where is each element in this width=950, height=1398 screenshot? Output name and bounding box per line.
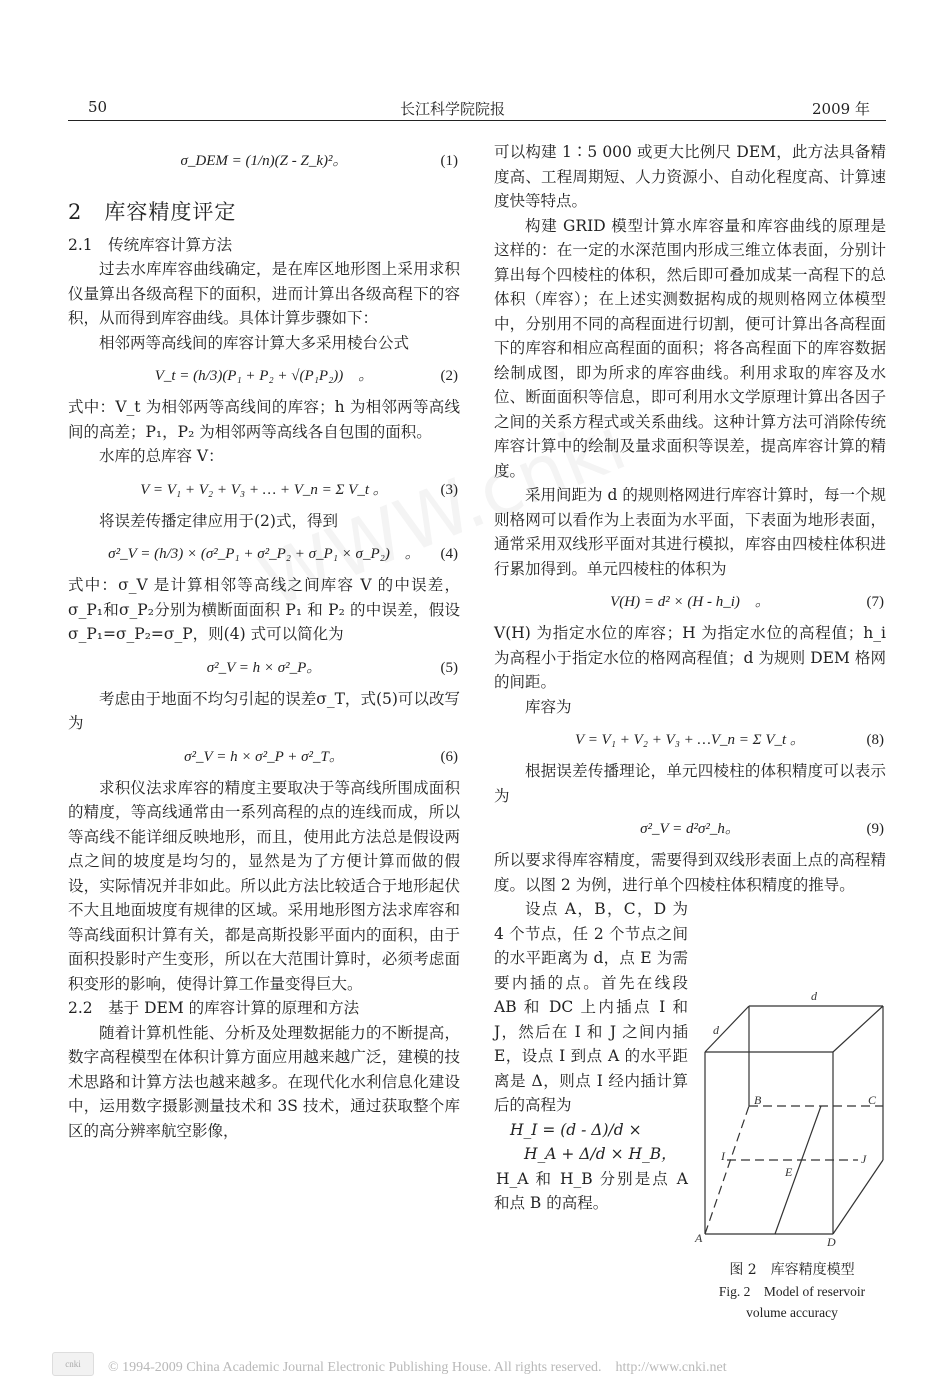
section-2-1-title: 2.1 传统库容计算方法	[68, 235, 233, 254]
section-2-title: 2 库容精度评定	[68, 200, 237, 224]
line-E	[775, 1106, 821, 1234]
equation-7: V(H) = d² × (H - h_i) 。 (7)	[610, 594, 884, 610]
label-A: A	[695, 1231, 703, 1245]
header-rule	[68, 120, 886, 121]
journal-title: 长江科学院院报	[400, 100, 506, 118]
paragraph: 可以构建 1∶5 000 或更大比例尺 DEM，此方法具备精度高、工程周期短、人力资源小、自动化程度高、计算速度快等特点。	[494, 143, 886, 210]
label-D: D	[827, 1235, 836, 1248]
figure-2-prism-model	[693, 988, 891, 1248]
equation-10-line1: H_I = (d - Δ)/d ×	[510, 1120, 642, 1139]
paragraph: V(H) 为指定水位的库容；H 为指定水位的高程值；h_i 为高程小于指定水位的格网高程值；d 为规则 DEM 格网的间距。	[494, 624, 886, 691]
label-C: C	[868, 1093, 877, 1107]
paragraph: 将误差传播定律应用于(2)式，得到	[99, 511, 338, 530]
figure-caption	[693, 1260, 891, 1323]
paragraph: 随着计算机性能、分析及处理数据能力的不断提高，数字高程模型在体积计算方面应用越来越广泛，建模的技术思路和计算方法也越来越多。在现代化水利信息化建设中，运用数字摄影测量技术和 3S 技术，通过获取整个库区的高分辨率航空影像，	[68, 1023, 460, 1140]
label-d-side: d	[713, 1023, 719, 1037]
paragraph: 考虑由于地面不均匀引起的误差σ_T，式(5)可以改写为	[68, 689, 460, 732]
label-E: E	[785, 1165, 793, 1179]
top-right-edge	[833, 1006, 883, 1052]
paragraph: 相邻两等高线间的库容计算大多采用棱台公式	[99, 333, 410, 352]
hidden-edge-AB	[705, 1106, 749, 1234]
copyright-text: © 1994-2009 China Academic Journal Electronic Publishing House. All rights reserved. http://www.cnki.net	[108, 1360, 727, 1375]
paragraph: 式中：V_t 为相邻两等高线间的库容；h 为相邻两等高线间的高差；P₁，P₂ 为相邻两等高线各自包围的面积。	[68, 398, 460, 441]
paragraph: 设点 A，B，C，D 为 4 个节点，任 2 个节点之间的水平距离为 d，点 E 为需要内插的点。首先在线段 AB 和 DC 上内插点 I 和 J，然后在 I 和 J 之间内插 E，设点 I 到点 A 的水平距离是 Δ，则点 I 经内插计算后的高程为	[494, 900, 688, 1114]
caption-en-1: Fig. 2 Model of reservoir	[718, 1284, 866, 1299]
equation-2: V_t = (h/3)(P₁ + P₂ + √(P₁P₂)) 。 (2)	[154, 368, 458, 384]
year: 2009 年	[812, 100, 870, 118]
cnki-logo: cnki	[52, 1352, 94, 1376]
section-2-2-title: 2.2 基于 DEM 的库容计算的原理和方法	[68, 999, 360, 1017]
paragraph: 求积仪法求库容的精度主要取决于等高线所围成面积的精度，等高线通常由一系列高程的点的连线而成，所以等高线不能详细反映地形，而且，使用此方法总是假设两点之间的坡度是均匀的，显然是为了方便计算而做的假设，实际情况并非如此。所以此方法比较适合于地形起伏不大且地面坡度有规律的区域。采用地形图方法求库容和等高线面积计算有关，都是高斯投影平面内的面积，由于面积投影时产生变形，所以在大范围计算时，必须考虑面积变形的影响，使得计算工作量变得巨大。	[68, 778, 460, 993]
edge-DC	[833, 1160, 883, 1234]
equation-3: V = V₁ + V₂ + V₃ + … + V_n = Σ V_t 。 (3)	[140, 481, 458, 498]
wrapped-text	[494, 897, 688, 1216]
equation-6: σ²_V = h × σ²_P + σ²_T。 (6)	[184, 748, 458, 765]
equation-4: σ²_V = (h/3) × (σ²_P₁ + σ²_P₂ + σ_P₁ × σ_P₂) 。 (4)	[108, 546, 458, 562]
paragraph: 库容为	[525, 697, 572, 716]
caption-cn: 图 2 库容精度模型	[729, 1262, 855, 1278]
paragraph: 过去水库库容曲线确定，是在库区地形图上采用求积仪量算出各级高程下的面积，进而计算出各级高程下的容积，从而得到库容曲线。具体计算步骤如下：	[68, 260, 460, 327]
top-left-edge	[705, 1006, 749, 1052]
equation-10-line2: H_A + Δ/d × H_B，	[524, 1145, 677, 1163]
paragraph: H_A 和 H_B 分别是点 A 和点 B 的高程。	[494, 1169, 688, 1212]
copyright-footer	[0, 1348, 950, 1398]
label-J: J	[861, 1152, 867, 1166]
left-column	[68, 140, 460, 1143]
label-I: I	[721, 1149, 725, 1163]
page-number: 50	[88, 98, 108, 116]
label-d-top: d	[811, 989, 817, 1003]
paragraph: 采用间距为 d 的规则格网进行库容计算时，每一个规则格网可以看作为上表面为水平面，下表面为地形表面，通常采用双线形平面对其进行模拟，库容由四棱柱体积进行累加得到。单元四棱柱的体积为	[494, 486, 886, 578]
equation-1: σ_DEM = (1/n)(Z - Z_k)²。 (1)	[180, 153, 458, 169]
paragraph: 式中：σ_V 是计算相邻等高线之间库容 V 的中误差，σ_P₁和σ_P₂分别为横断面面积 P₁ 和 P₂ 的中误差，假设σ_P₁=σ_P₂=σ_P，则(4) 式可以简化为	[68, 576, 460, 643]
equation-8: V = V₁ + V₂ + V₃ + …V_n = Σ V_t 。 (8)	[575, 732, 884, 748]
paragraph: 根据误差传播理论，单元四棱柱的体积精度可以表示为	[494, 762, 886, 805]
equation-9: σ²_V = d²σ²_h。 (9)	[640, 821, 884, 837]
paragraph: 所以要求得库容精度，需要得到双线形表面上点的高程精度。以图 2 为例，进行单个四棱柱体积精度的推导。	[494, 851, 886, 894]
paragraph: 水库的总库容 V：	[99, 447, 224, 465]
paragraph: 构建 GRID 模型计算水库容量和库容曲线的原理是这样的：在一定的水深范围内形成三维立体表面，分别计算出每个四棱柱的体积，然后即可叠加成某一高程下的总体积（库容）；在上述实测数据构成的规则格网立体模型中，分别用不同的高程面进行切割，便可计算出各高程面下的库容和相应高程面的面积；将各高程面下的库容数据绘制成图，即为所求的库容曲线。利用求取的库容及水位、断面面积等信息，即可利用水文学原理计算出各因子之间的关系方程式或关系曲线。这种计算方法可消除传统库容计算中的绘制及量求面积等误差，提高库容计算的精度。	[494, 216, 886, 480]
caption-en-2: volume accuracy	[746, 1305, 838, 1320]
label-B: B	[754, 1093, 762, 1107]
equation-5: σ²_V = h × σ²_P。 (5)	[206, 659, 458, 676]
